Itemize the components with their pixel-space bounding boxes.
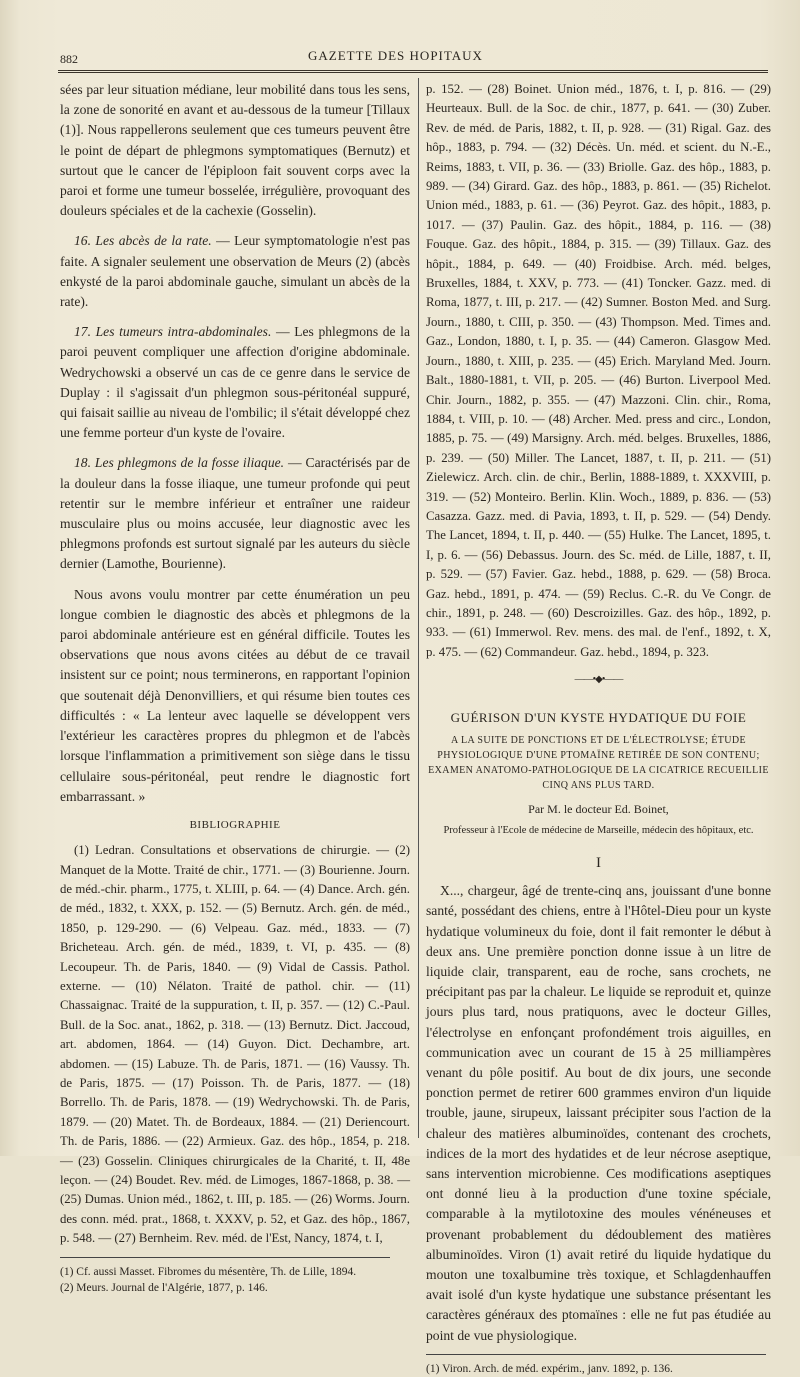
article-body: X..., chargeur, âgé de trente-cinq ans, jouissant d'une bonne santé, possédant des chiens, entre à l'Hôtel-Dieu pour un kyste hydatique volumineux du foie, dont il fait remonter le début à deux ans. Une première ponction donne issue à un litre de liquide clair, transparent, eau de roche, sans crochets, ne précipitant pas par la chaleur. Le liquide se reproduit et, quinze jours plus tard, nous pratiquons, avec le docteur Gilles, l'électrolyse en enfonçant profondément trois aiguilles, en communication avec un courant de 15 à 25 milliampères venant du pôle positif. Au bout de dix jours, une seconde ponction permet de retirer 600 grammes environ d'un liquide trouble, jaune, sirupeux, laissant précipiter sous l'action de la chaleur des matières albuminoïdes, contenant des crochets, indices de la mort des hydatides et de leur nécrose aseptique, sans intervention microbienne. Ces modifications aseptiques ont donné lieu à la production d'une toxine spéciale, comparable à la mytilotoxine des moules vénéneuses et provenant probablement du dédoublement des matières albuminoïdes. Viron (1) avait retiré du liquide hydatique du mouton une toxalbumine très toxique, et Schlagdenhauffen avait isolé d'un kyste hydatique une substance présentant les caractères généraux des ptomaïnes : elle ne fut pas étudiée au point de vue physiologique. [426,883,771,1343]
header-rule [58,70,768,73]
footnote-viron: (1) Viron. Arch. de méd. expérim., janv. 1892, p. 136. [426,1362,673,1375]
author-affiliation: Professeur à l'Ecole de médecine de Marseille, médecin des hôpitaux, etc. [443,824,754,836]
left-column [60,80,410,1296]
text-16: — Leur symptomatologie n'est pas faite. A signaler seulement une observation de Meurs (2) (abcès enkysté de la paroi abdominale gauche, simulant un abcès de la rate). [60,233,410,310]
footnote-rule-right [426,1354,766,1355]
page-number: 882 [60,52,78,66]
heading-16: 16. Les abcès de la rate. [74,233,212,249]
page-header [58,44,768,70]
paragraph-18 [60,453,410,574]
bibliography-text: (1) Ledran. Consultations et observations de chirurgie. — (2) Manquet de la Motte. Traité de chir., 1771. — (3) Bourienne. Journ. de méd.-chir. pharm., 1775, t. XLIII, p. 64. — (4) Dance. Arch. gén. de méd., 1832, t. XXX, p. 152. — (5) Bernutz. Arch. gén. de méd., 1850, p. 129-290. — (6) Velpeau. Gaz. méd., 1833. — (7) Bricheteau. Arch. gén. de méd., 1839, t. VI, p. 435. — (8) Lecoupeur. Th. de Paris, 1840. — (9) Vidal de Cassis. Pathol. externe. — (10) Nélaton. Traité de pathol. chir. — (11) Chassaignac. Traité de la suppuration, t. II, p. 357. — (12) C.-Paul. Bull. de la Soc. anat., 1862, p. 318. — (13) Bernutz. Dict. Jaccoud, art. abdomen, 1864. — (14) Guyon. Dict. Dechambre, art. abdomen. — (15) Labuze. Th. de Paris, 1871. — (16) Vaussy. Th. de Paris, 1875. — (17) Poisson. Th. de Paris, 1877. — (18) Borrello. Th. de Paris, 1878. — (19) Wedrychowski. Th. de Paris, 1879. — (20) Matet. Th. de Bordeaux, 1884. — (21) Deriencourt. Th. de Paris, 1886. — (22) Armieux. Gaz. des hôp., 1854, p. 218. — (23) Gosselin. Cliniques chirurgicales de la Charité, t. II, 48e leçon. — (24) Boudet. Rev. méd. de Limoges, 1867-1868, p. 38. — (25) Dumas. Union méd., 1862, t. III, p. 185. — (26) Worms. Journ. des conn. méd. prat., 1868, t. XXXV, p. 52, et Gaz. des hôp., 1867, p. 548. — (27) Bernheim. Rev. méd. de l'Est, Nancy, 1874, t. I, [60,843,410,1246]
section-separator: ——•◆•—— [574,674,623,686]
text-17: — Les phlegmons de la paroi peuvent compliquer une affection d'origine abdominale. Wedrychowski a observé un cas de ce genre dans le service de Duplay : il s'agissait d'un phlegmon sous-péritonéal suppuré, qui faisait saillie au niveau de l'ombilic; il s'était développé chez une femme porteur d'un kyste de l'ovaire. [60,324,410,441]
column-divider [418,78,419,1138]
paragraph-16 [60,231,410,312]
article-subtitle: A LA SUITE DE PONCTIONS ET DE L'ÉLECTROLYSE; ÉTUDE PHYSIOLOGIQUE D'UNE PTOMAÏNE RETIRÉE DE SON CONTENU; EXAMEN ANATOMO-PATHOLOGIQUE DE LA CICATRICE RECUEILLIE CINQ ANS PLUS TARD. [428,734,769,791]
paragraph-intro: sées par leur situation médiane, leur mobilité dans tous les sens, la zone de sonorité en avant et au-dessous de la tumeur [Tillaux (1)]. Nous rappellerons seulement que ces tumeurs peuvent être le point de départ de phlegmons symptomatiques (Bernutz) et surtout que le cancer de l'épiploon fait souvent corps avec la paroi et forme une tumeur bosselée, irrégulière, provoquant des douleurs spéciales et de la cachexie (Gosselin). [60,82,410,219]
bibliography-title: BIBLIOGRAPHIE [189,818,281,831]
right-column [426,80,771,1377]
footnote-2: (2) Meurs. Journal de l'Algérie, 1877, p. 146. [60,1281,268,1294]
heading-18: 18. Les phlegmons de la fosse iliaque. [74,455,285,471]
journal-title: GAZETTE DES HOPITAUX [308,48,483,63]
heading-17: 17. Les tumeurs intra-abdominales. [74,324,272,340]
footnote-1: (1) Cf. aussi Masset. Fibromes du mésentère, Th. de Lille, 1894. [60,1265,357,1278]
bibliography-continued: p. 152. — (28) Boinet. Union méd., 1876, t. I, p. 816. — (29) Heurteaux. Bull. de la Soc. de chir., 1877, p. 641. — (30) Zuber. Rev. de méd. de Paris, 1882, t. II, p. 928. — (31) Rigal. Gaz. des hôp., 1883, p. 794. — (32) Décès. Un. méd. et scient. du N.-E., Reims, 1883, t. VII, p. 36. — (33) Briolle. Gaz. des hôp., 1883, p. 989. — (34) Girard. Gaz. des hôp., 1883, p. 861. — (35) Richelot. Union méd., 1883, p. 61. — (36) Peyrot. Gaz. des hôpit., 1883, p. 1017. — (37) Paulin. Gaz. des hôpit., 1884, p. 116. — (38) Fouque. Gaz. des hôpit., 1884, p. 315. — (39) Tillaux. Gaz. des hôpit., 1884, p. 649. — (40) Froidbise. Arch. méd. belges, Bruxelles, 1884, t. XXV, p. 773. — (41) Toncker. Gazz. med. di Roma, 1877, t. III, p. 217. — (42) Sumner. Boston Med. and Surg. Journ., 1880, t. CIII, p. 350. — (43) Thompson. Med. Times and. Gaz., London, 1880, t. I, p. 35. — (44) Cameron. Glasgow Med. Journ., 1880, t. XIII, p. 235. — (45) Erich. Maryland Med. Journ. Balt., 1880-1881, t. VII, p. 205. — (46) Burton. Liverpool Med. Chir. Journ., 1882, p. 355. — (47) Mazzoni. Clin. chir., Roma, 1884, t. VIII, p. 10. — (48) Archer. Med. press and circ., London, 1885, p. 75. — (49) Marsigny. Arch. méd. belges. Bruxelles, 1886, p. 239. — (50) Miller. The Lancet, 1887, t. II, p. 211. — (51) Zielewicz. Arch. clin. de chir., Berlin, 1888-1889, t. XXXVIII, p. 319. — (52) Monteiro. Berlin. Klin. Woch., 1889, p. 836. — (53) Casazza. Gazz. med. di Pavia, 1893, t. II, p. 529. — (54) Dendy. The Lancet, 1894, t. II, p. 440. — (55) Hulke. The Lancet, 1895, t. I, p. 6. — (56) Debassus. Journ. des Sc. méd. de Lille, 1887, t. II, p. 529. — (57) Favier. Gaz. hebd., 1888, p. 629. — (58) Broca. Gaz. hebd., 1891, p. 474. — (59) Reclus. C.-R. du Ve Congr. de chir., 1891, p. 248. — (60) Descroizilles. Gaz. des hôp., 1892, p. 933. — (61) Immerwol. Rev. mens. des mal. de l'enf., 1892, t. X, p. 475. — (62) Commandeur. Gaz. hebd., 1894, p. 323. [426,82,771,659]
paragraph-17 [60,322,410,443]
footnote-rule [60,1257,390,1258]
article-title: GUÉRISON D'UN KYSTE HYDATIQUE DU FOIE [450,710,747,726]
section-number: I [596,855,601,871]
article-byline: Par M. le docteur Ed. Boinet, [528,801,669,816]
paragraph-conclusion: Nous avons voulu montrer par cette énumération un peu longue combien le diagnostic des abcès et phlegmons de la paroi abdominale antérieure est en général difficile. Toutes les observations que nous avons citées au début de ce travail insistent sur ce point; nous terminerons, en rapportant l'opinion que soutenait déjà Denonvilliers, et qui résume bien toutes ces difficultés : « La lenteur avec laquelle se développent vers l'extérieur les caractères propres du phlegmon et de l'abcès lorsque l'inflammation a primitivement son siège dans le tissu cellulaire sous-péritonéal, peut rendre le diagnostic fort embarrassant. » [60,586,410,804]
text-18: — Caractérisés par de la douleur dans la fosse iliaque, une tumeur profonde qui peut retentir sur le membre inférieur et entraîner une raideur musculaire plus ou moins accusée, leur diagnostic avec les phlegmons profonds est surtout signalé par les auteurs du siècle dernier (Lamothe, Bourienne). [60,455,410,572]
